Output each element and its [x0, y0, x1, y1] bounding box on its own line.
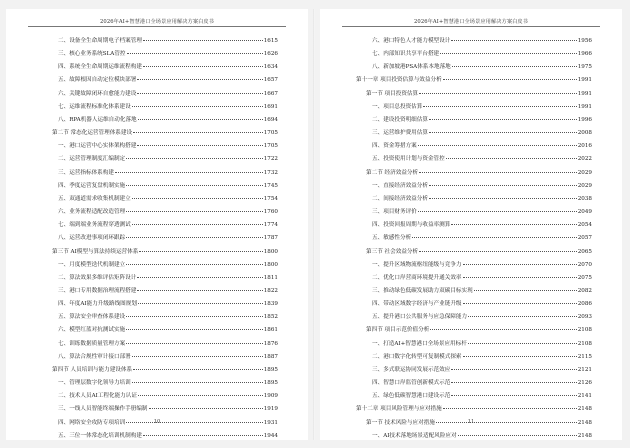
- dot-leader: [126, 185, 263, 186]
- dot-leader: [126, 264, 263, 265]
- header-rule: [342, 26, 600, 27]
- page-number: 11: [467, 419, 475, 425]
- toc-entry: [42, 273, 278, 286]
- toc-entry-title: 二、技术人员AI工程化能力认证: [58, 393, 137, 400]
- toc-entry: [42, 312, 278, 325]
- toc-entry-page: 2065: [577, 248, 592, 255]
- toc-entry-title: 第三节 社会效益分析: [366, 248, 419, 255]
- toc-entry-page: 1861: [263, 327, 278, 334]
- toc-entry: [42, 352, 278, 365]
- toc-entry: [356, 299, 592, 312]
- toc-entry-title: 七、内部知识共享平台搭建: [372, 51, 440, 58]
- toc-entry-title: 一、AI技术落地场景适配风险应对: [372, 432, 457, 439]
- toc-entry: [42, 286, 278, 299]
- toc-entry: [42, 102, 278, 115]
- toc-entry-page: 2008: [577, 130, 592, 137]
- toc-entry: [42, 339, 278, 352]
- toc-entry-title: 二、间接经济效益分析: [372, 195, 428, 202]
- dot-leader: [451, 382, 576, 383]
- toc-entry-title: 三、一线人员智能终端操作手册编制: [58, 406, 148, 413]
- toc-entry-page: 1634: [263, 64, 278, 71]
- toc-entry: [356, 89, 592, 102]
- toc-entry-title: 三、运营指标体系构建: [58, 169, 114, 176]
- toc-entry-title: 五、绿色低碳智慧港口建设示范: [372, 393, 451, 400]
- toc-entry-page: 2141: [577, 393, 592, 400]
- toc-entry-title: 第一节 技术风险与应对措施: [366, 419, 435, 426]
- toc-entry: [42, 194, 278, 207]
- dot-leader: [137, 145, 262, 146]
- toc-entry-page: 1667: [263, 90, 278, 97]
- toc-entry-title: 一、管理层数字化领导力培训: [58, 380, 131, 387]
- toc-entry-title: 四、投资回报周期与收益率测算: [372, 222, 451, 229]
- toc-entry-title: 三、港口专用数据治理流程搭建: [58, 287, 137, 294]
- dot-leader: [137, 79, 262, 80]
- toc-entry-title: 五、故障根因自动定位模块部署: [58, 77, 137, 84]
- toc-entry-title: 四、季度运营复盘机制实施: [58, 182, 126, 189]
- dot-leader: [429, 132, 577, 133]
- toc-entry-page: 2148: [577, 432, 592, 439]
- dot-leader: [138, 303, 263, 304]
- toc-entry: [356, 194, 592, 207]
- toc-entry-title: 五、敏感性分析: [372, 235, 412, 242]
- toc-entry-title: 第二节 经济效益分析: [366, 169, 419, 176]
- page-header: 2026年AI+智慧港口全场景应用解决方案白皮书: [414, 19, 528, 25]
- toc-entry-page: 1895: [263, 366, 278, 373]
- toc-entry-title: 二、建设投资明细估算: [372, 116, 428, 123]
- toc-entry: [42, 36, 278, 49]
- toc-entry: [42, 62, 278, 75]
- toc-entry: [356, 102, 592, 115]
- toc-entry-title: 三、核心业务系统SLA管控: [58, 51, 126, 58]
- dot-leader: [443, 79, 577, 80]
- toc-entry-title: 三、推动绿色低碳发展助力双碳目标实现: [372, 287, 473, 294]
- toc-entry-title: 二、运营管理制度汇编制定: [58, 156, 126, 163]
- toc-entry-page: 2082: [577, 287, 592, 294]
- toc-entry-title: 七、端到端业务流程穿透测试: [58, 222, 131, 229]
- toc-entry: [42, 49, 278, 62]
- toc-entry-page: 1722: [263, 156, 278, 163]
- toc-entry-page: 1852: [263, 314, 278, 321]
- dot-leader: [126, 237, 263, 238]
- toc-entry: [42, 115, 278, 128]
- dot-leader: [468, 316, 577, 317]
- toc-entry-page: 1895: [263, 380, 278, 387]
- toc-entry: [356, 378, 592, 391]
- toc-entry-title: 八、新加坡港PSA体系本地落地: [372, 64, 451, 71]
- dot-leader: [463, 303, 577, 304]
- right-page: [320, 9, 622, 440]
- toc-entry-page: 2148: [577, 406, 592, 413]
- toc-entry-title: 第四节 项目示范价值分析: [366, 327, 430, 334]
- toc-entry-page: 2022: [577, 156, 592, 163]
- toc-entry-title: 二、港口数字化转型可复制模式探索: [372, 353, 462, 360]
- dot-leader: [463, 277, 577, 278]
- dot-leader: [126, 158, 263, 159]
- toc-entry: [356, 181, 592, 194]
- toc-entry: [42, 365, 278, 378]
- dot-leader: [443, 408, 577, 409]
- toc-entry-page: 2016: [577, 143, 592, 150]
- toc-entry-page: 1760: [263, 209, 278, 216]
- toc-entry: [42, 168, 278, 181]
- toc-entry: [42, 431, 278, 444]
- dot-leader: [149, 408, 263, 409]
- toc-entry-title: 四、年度AI能力升级路线图规划: [58, 301, 137, 308]
- toc-entry-title: 八、RPA机器人运维自动化落地: [58, 116, 137, 123]
- toc-entry-page: 1919: [263, 406, 278, 413]
- toc-entry: [356, 168, 592, 181]
- toc-entry-title: 一、月度模型迭代机制建立: [58, 261, 126, 268]
- dot-leader: [127, 53, 263, 54]
- toc-entry-page: 2057: [577, 235, 592, 242]
- toc-entry-page: 1787: [263, 235, 278, 242]
- toc-entry-page: 1822: [263, 287, 278, 294]
- dot-leader: [452, 66, 577, 67]
- toc-entry: [356, 339, 592, 352]
- page-header: 2026年AI+智慧港口全场景应用解决方案白皮书: [100, 19, 214, 25]
- dot-leader: [429, 119, 577, 120]
- toc-entry-title: 第四节 人员培训与能力建设体系: [52, 366, 133, 373]
- page-gutter: [313, 9, 315, 440]
- toc-entry: [356, 431, 592, 444]
- toc-entry-title: 五、算法安全审查体系建设: [58, 314, 126, 321]
- toc-entry-title: 五、三位一体常态化培训机制构建: [58, 432, 142, 439]
- dot-leader: [132, 198, 263, 199]
- toc-entry-title: 一、项目总投资估算: [372, 103, 423, 110]
- toc-entry-title: 六、业务流程适配改造管理: [58, 209, 126, 216]
- toc-entry-title: 八、运营改进事项闭环跟踪: [58, 235, 126, 242]
- dot-leader: [429, 185, 577, 186]
- toc-entry-page: 2070: [577, 261, 592, 268]
- toc-entry-page: 2108: [577, 340, 592, 347]
- dot-leader: [137, 93, 262, 94]
- dot-leader: [133, 132, 263, 133]
- toc-entry-title: 六、关键故障闭环自愈能力建设: [58, 90, 137, 97]
- toc-entry: [356, 365, 592, 378]
- dot-leader: [139, 251, 262, 252]
- toc-entry-title: 四、智慧口岸监管创新模式示范: [372, 380, 451, 387]
- toc-entry-title: 一、打造AI+智慧港口全场景应用标杆: [372, 340, 467, 347]
- toc-entry-page: 2126: [577, 380, 592, 387]
- toc-entry-page: 1800: [263, 261, 278, 268]
- toc-entry-page: 2029: [577, 182, 592, 189]
- toc-entry-title: 二、优化口岸营商环境提升通关效率: [372, 274, 462, 281]
- toc-entry-page: 1691: [263, 103, 278, 110]
- toc-entry-title: 一、提升区域物流枢纽能级与竞争力: [372, 261, 462, 268]
- toc-entry-title: 四、网络安全攻防专项培训: [58, 419, 126, 426]
- toc-entry-page: 2093: [577, 314, 592, 321]
- toc-entry: [356, 49, 592, 62]
- dot-leader: [143, 435, 263, 436]
- toc-entry: [356, 141, 592, 154]
- toc-entry: [42, 89, 278, 102]
- toc-entry: [356, 247, 592, 260]
- toc-entry-page: 2115: [577, 353, 592, 360]
- dot-leader: [126, 329, 263, 330]
- toc-entry-page: 1626: [263, 51, 278, 58]
- toc-entry-title: 四、系统全生命周期运维流程构建: [58, 64, 142, 71]
- toc-entry-page: 1944: [263, 432, 278, 439]
- toc-entry-title: 三、运营维护费用估算: [372, 130, 428, 137]
- toc-entry: [356, 260, 592, 273]
- dot-leader: [126, 343, 263, 344]
- toc-entry-page: 1811: [263, 274, 278, 281]
- toc-entry-page: 2148: [577, 419, 592, 426]
- toc-entry-page: 1991: [577, 77, 592, 84]
- toc-entry-page: 1991: [577, 103, 592, 110]
- toc-entry: [42, 154, 278, 167]
- dot-leader: [132, 356, 263, 357]
- toc-entry-page: 1839: [263, 301, 278, 308]
- toc-entry: [42, 299, 278, 312]
- dot-leader: [458, 435, 577, 436]
- toc-entry: [356, 154, 592, 167]
- toc-entry: [42, 181, 278, 194]
- toc-entry: [356, 36, 592, 49]
- dot-leader: [419, 93, 577, 94]
- toc-entry: [42, 207, 278, 220]
- toc-entry-page: 1694: [263, 116, 278, 123]
- toc-entry: [42, 325, 278, 338]
- toc-entry-page: 2075: [577, 274, 592, 281]
- toc-entry-page: 1657: [263, 77, 278, 84]
- toc-entry: [356, 128, 592, 141]
- dot-leader: [137, 277, 262, 278]
- toc-entry-page: 1876: [263, 340, 278, 347]
- toc-entry-page: 2038: [577, 195, 592, 202]
- toc-entry: [356, 115, 592, 128]
- toc-entry-page: 2029: [577, 169, 592, 176]
- toc-entry: [42, 404, 278, 417]
- header-rule: [28, 26, 286, 27]
- dot-leader: [463, 356, 577, 357]
- toc-entry-page: 1705: [263, 143, 278, 150]
- dot-leader: [468, 343, 577, 344]
- toc-entry-page: 1909: [263, 393, 278, 400]
- toc-entry-title: 第一节 项目投资估算: [366, 90, 419, 97]
- toc-entry: [356, 220, 592, 233]
- dot-leader: [412, 237, 577, 238]
- dot-leader: [137, 290, 262, 291]
- dot-leader: [423, 106, 576, 107]
- toc-entry-title: 五、双通道需求收集机制建立: [58, 195, 131, 202]
- toc-entry: [42, 247, 278, 260]
- dot-leader: [451, 40, 576, 41]
- dot-leader: [126, 316, 263, 317]
- toc-entry-page: 2121: [577, 366, 592, 373]
- toc-entry-page: 1732: [263, 169, 278, 176]
- dot-leader: [132, 382, 263, 383]
- left-page: [6, 9, 308, 440]
- table-of-contents: [356, 36, 592, 444]
- toc-entry-title: 三、项目财务评价: [372, 209, 417, 216]
- toc-entry: [356, 233, 592, 246]
- toc-entry-page: 1745: [263, 182, 278, 189]
- toc-entry-title: 第三节 AI模型与算法持续运营体系: [52, 248, 139, 255]
- toc-entry: [356, 62, 592, 75]
- toc-entry: [42, 378, 278, 391]
- toc-entry-title: 八、算法合规性审计接口部署: [58, 353, 131, 360]
- dot-leader: [138, 395, 263, 396]
- dot-leader: [115, 172, 263, 173]
- dot-leader: [440, 53, 577, 54]
- toc-entry: [356, 352, 592, 365]
- toc-entry-page: 1754: [263, 195, 278, 202]
- toc-entry: [356, 391, 592, 404]
- dot-leader: [132, 106, 263, 107]
- page-number: 10: [153, 419, 161, 425]
- table-of-contents: [42, 36, 278, 444]
- toc-entry-title: 六、模型红蓝对抗测试实施: [58, 327, 126, 334]
- toc-entry: [356, 75, 592, 88]
- dot-leader: [138, 119, 263, 120]
- toc-entry-title: 一、港口运营中心实体架构搭建: [58, 143, 137, 150]
- toc-entry-page: 1956: [577, 38, 592, 44]
- dot-leader: [419, 251, 577, 252]
- toc-entry-page: 2108: [577, 327, 592, 334]
- dot-leader: [418, 145, 577, 146]
- toc-entry-page: 2054: [577, 222, 592, 229]
- toc-entry-title: 四、资金筹措方案: [372, 143, 417, 150]
- toc-entry-page: 2049: [577, 209, 592, 216]
- toc-entry-page: 1887: [263, 353, 278, 360]
- toc-entry-title: 二、设备全生命周期电子档案管理: [58, 38, 142, 44]
- toc-entry: [42, 260, 278, 273]
- toc-entry-title: 三、多式联运协同发展示范效应: [372, 366, 451, 373]
- toc-entry: [356, 312, 592, 325]
- toc-entry-page: 1800: [263, 248, 278, 255]
- toc-entry: [356, 404, 592, 417]
- toc-entry-page: 1966: [577, 51, 592, 58]
- toc-entry-title: 四、带动区域数字经济与产业链升级: [372, 301, 462, 308]
- toc-entry-page: 1975: [577, 64, 592, 71]
- toc-entry-title: 二、算法效果多维评估矩阵设计: [58, 274, 137, 281]
- dot-leader: [446, 158, 577, 159]
- toc-entry-page: 1774: [263, 222, 278, 229]
- toc-entry-page: 1705: [263, 130, 278, 137]
- toc-entry: [42, 141, 278, 154]
- toc-entry-title: 五、投资使用计划与资金管控: [372, 156, 445, 163]
- toc-entry: [356, 286, 592, 299]
- dot-leader: [451, 395, 576, 396]
- toc-entry: [356, 273, 592, 286]
- toc-entry-page: 1996: [577, 116, 592, 123]
- toc-entry-page: 1991: [577, 90, 592, 97]
- dot-leader: [474, 290, 577, 291]
- dot-leader: [451, 369, 576, 370]
- dot-leader: [143, 40, 263, 41]
- dot-leader: [418, 211, 577, 212]
- toc-entry-page: 1931: [263, 419, 278, 426]
- toc-entry: [356, 325, 592, 338]
- dot-leader: [133, 369, 263, 370]
- toc-entry-title: 第二节 常态化运营管理体系建设: [52, 130, 133, 137]
- toc-entry: [42, 128, 278, 141]
- dot-leader: [419, 172, 577, 173]
- dot-leader: [430, 329, 576, 330]
- toc-entry-title: 七、训练数据质量管理方案: [58, 340, 126, 347]
- toc-entry-title: 一、直接经济效益分析: [372, 182, 428, 189]
- dot-leader: [126, 211, 263, 212]
- toc-entry-page: 1615: [263, 38, 278, 44]
- toc-entry-page: 2086: [577, 301, 592, 308]
- toc-entry: [42, 233, 278, 246]
- dot-leader: [463, 264, 577, 265]
- toc-entry-title: 七、运维流程标准化体系建设: [58, 103, 131, 110]
- toc-entry-title: 五、提升港口公共服务与应急保障能力: [372, 314, 468, 321]
- toc-entry: [42, 75, 278, 88]
- toc-entry: [42, 391, 278, 404]
- toc-entry-title: 第十一章 项目投资估算与效益分析: [356, 77, 442, 84]
- toc-entry: [42, 220, 278, 233]
- toc-entry-title: 第十二章 项目风险管理与应对措施: [356, 406, 442, 413]
- dot-leader: [132, 224, 263, 225]
- dot-leader: [451, 224, 576, 225]
- toc-entry-title: 六、港口特色人才能力模型设计: [372, 38, 451, 44]
- dot-leader: [143, 66, 263, 67]
- toc-entry: [356, 207, 592, 220]
- dot-leader: [429, 198, 577, 199]
